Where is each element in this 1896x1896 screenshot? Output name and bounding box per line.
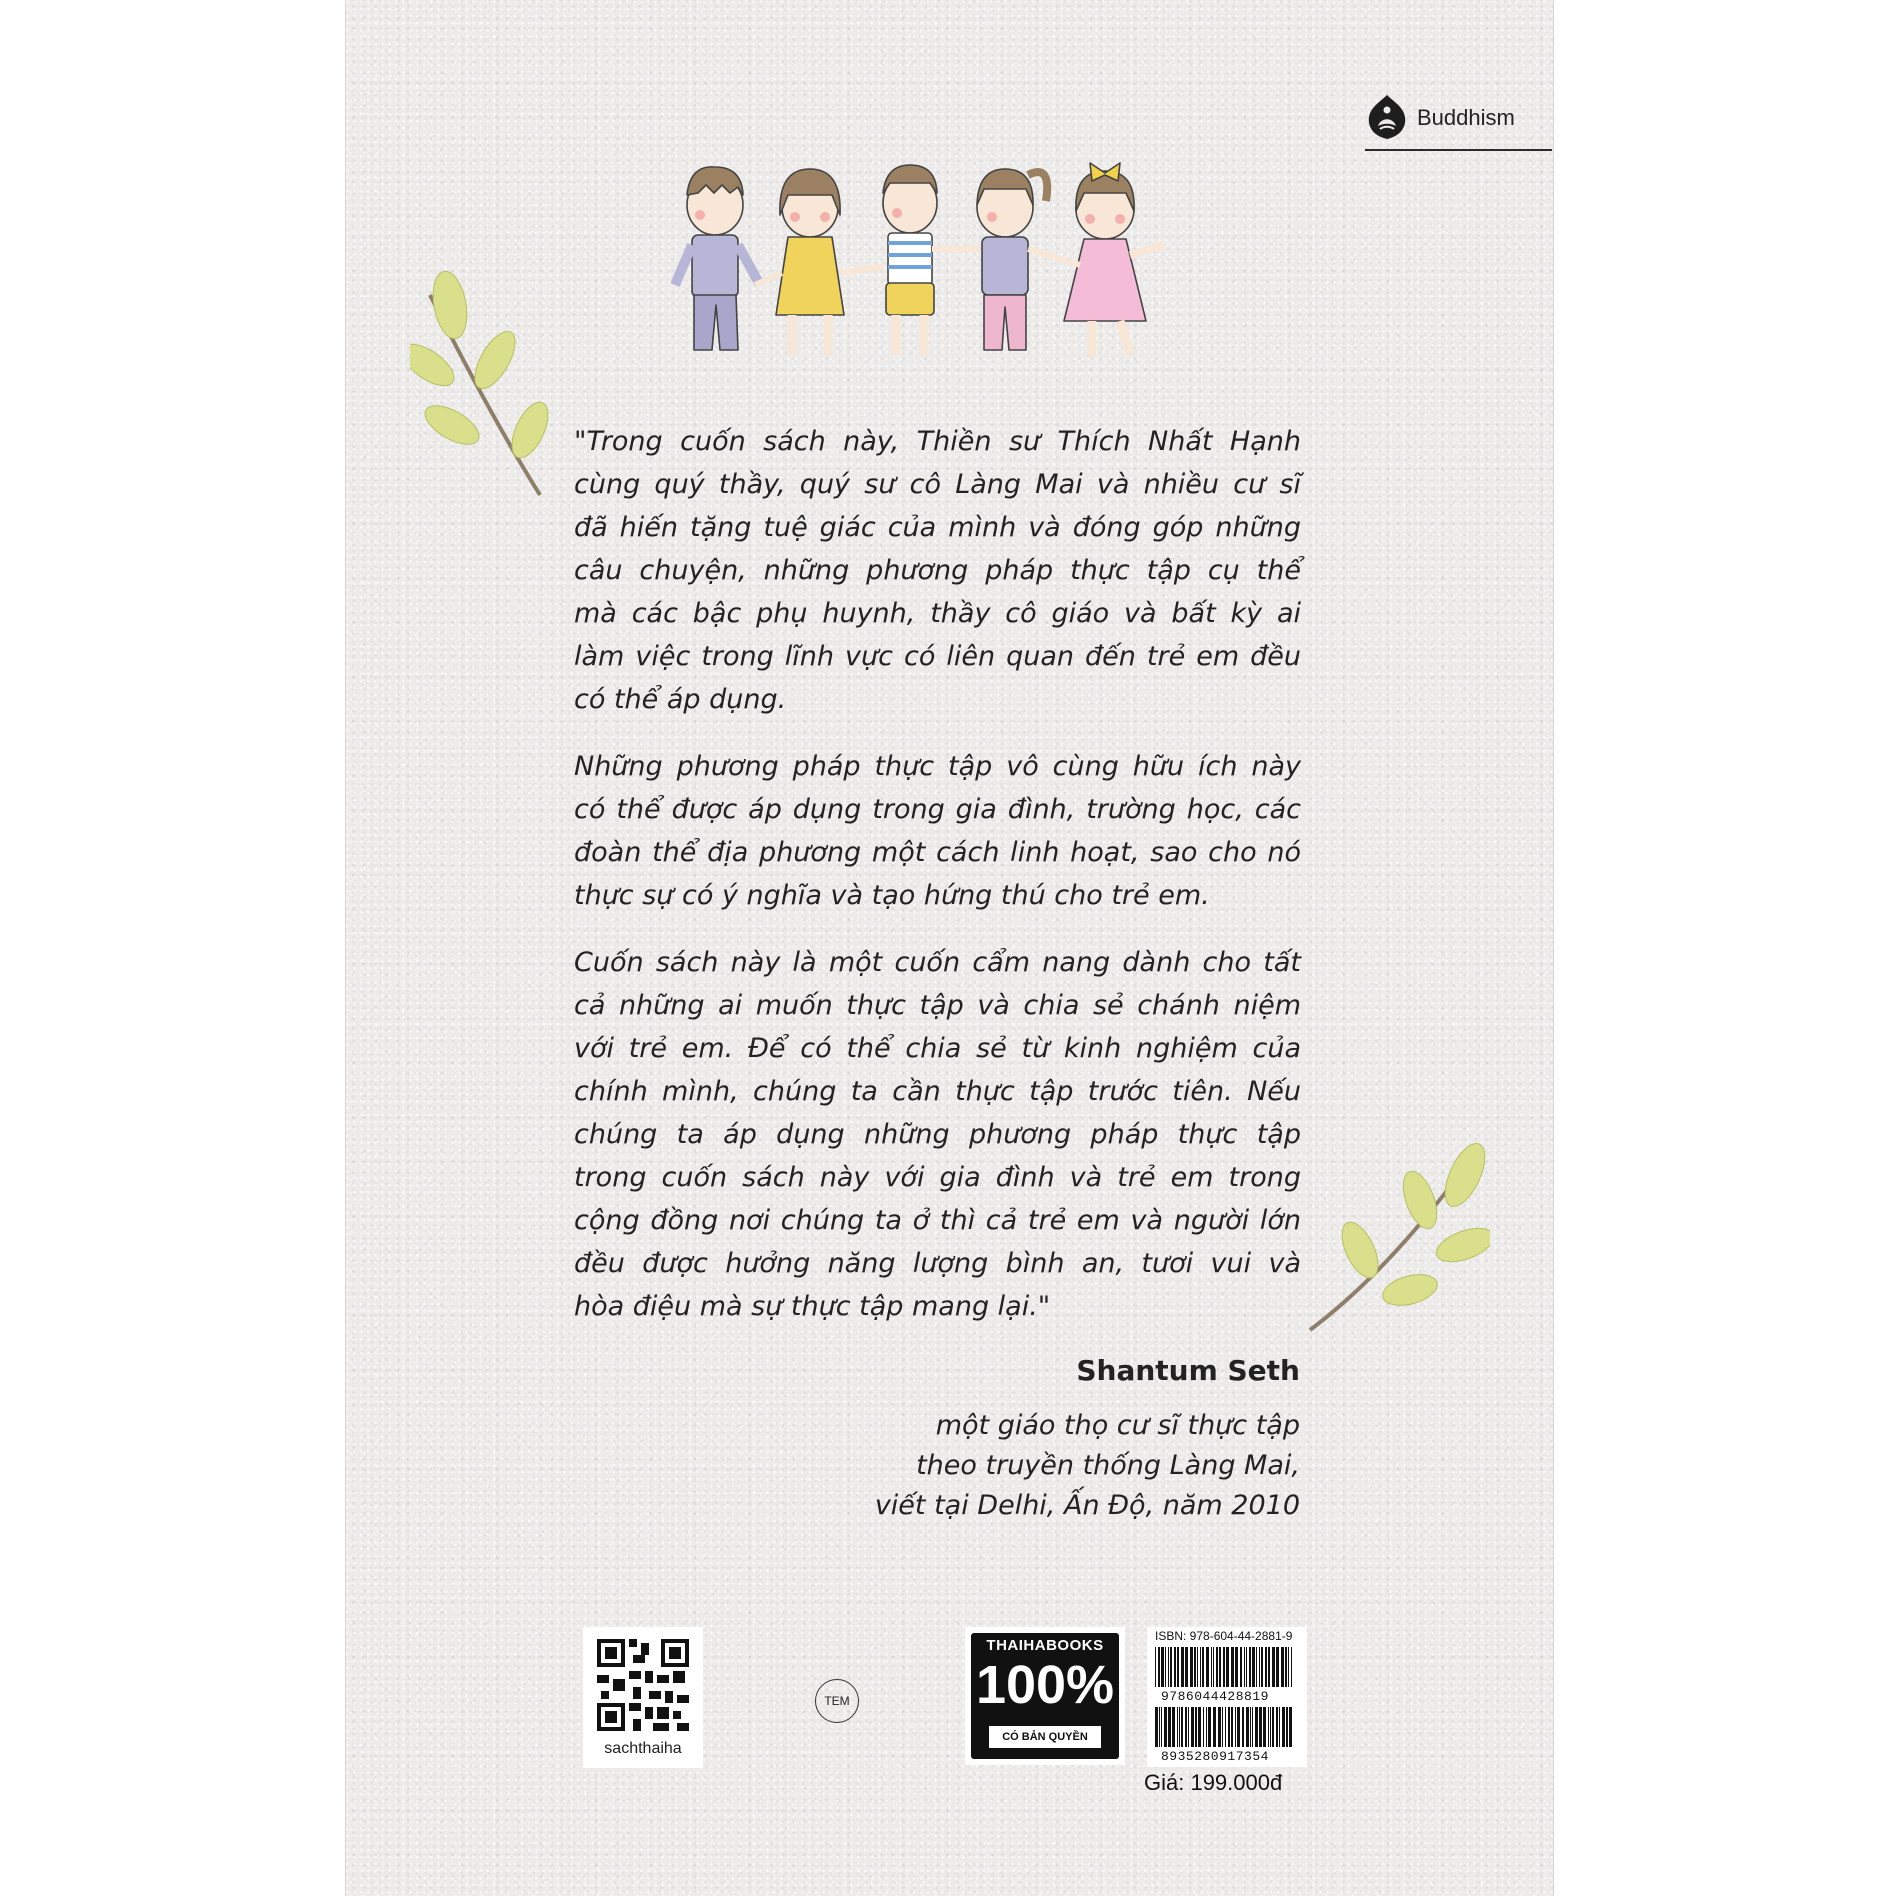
qr-code-block [583,1627,703,1768]
barcode-bar [1249,1647,1251,1687]
author-desc-line: một giáo thọ cư sĩ thực tập [935,1410,1300,1441]
leaf-branch-illustration [410,265,560,505]
text-line: thực sự có ý nghĩa và tạo hứng thú cho trẻ em. [574,880,1210,911]
price-label: Giá: 199.000đ [1144,1770,1283,1795]
barcode-bar [1285,1647,1287,1687]
barcode-bar [1256,1647,1257,1687]
barcode-bar [1231,1707,1233,1747]
barcode-bar [1265,1647,1267,1687]
barcode-bar [1195,1707,1197,1747]
barcode-bar [1181,1707,1183,1747]
text-line: mà các bậc phụ huynh, thầy cô giáo và bất kỳ ai [574,598,1301,629]
barcode-bar [1222,1707,1223,1747]
barcode-bar [1200,1647,1201,1687]
product-barcode-number: 8935280917354 [1161,1749,1269,1764]
text-line: "Trong cuốn sách này, Thiền sư Thích Nhất Hạnh [574,426,1301,457]
barcode-bar [1188,1707,1189,1747]
barcode-bar [1288,1647,1289,1687]
barcode-bar [1279,1707,1280,1747]
barcode-bar [1161,1647,1164,1687]
barcode-bar [1203,1707,1204,1747]
barcode-bar [1185,1647,1188,1687]
text-line: đều được hưởng năng lượng bình an, tươi vui và [574,1248,1301,1279]
text-line: có thể được áp dụng trong gia đình, trường học, các [574,794,1301,825]
barcode-bar [1208,1707,1211,1747]
text-line: Những phương pháp thực tập vô cùng hữu ích này [574,751,1301,782]
isbn-barcode-icon [1155,1647,1299,1687]
quote-paragraph-1 [574,420,1301,721]
barcode-bar [1206,1707,1207,1747]
text-line: trong cuốn sách này với gia đình và trẻ em trong [574,1162,1301,1193]
barcode-bar [1219,1647,1221,1687]
text-line: Cuốn sách này là một cuốn cẩm nang dành cho tất [574,947,1301,978]
barcode-bar [1213,1647,1214,1687]
barcode-bar [1250,1707,1251,1747]
barcode-bar [1191,1707,1194,1747]
stamp-placeholder: TEM [815,1679,859,1723]
barcode-block [1147,1627,1307,1767]
product-barcode-icon [1155,1707,1299,1747]
barcode-bar [1181,1647,1184,1687]
barcode-bar [1168,1707,1171,1747]
barcode-bar [1240,1647,1242,1687]
isbn-text: ISBN: 978-604-44-2881-9 [1155,1629,1293,1643]
barcode-bar [1263,1707,1266,1747]
barcode-bar [1235,1647,1238,1687]
barcode-bar [1226,1647,1229,1687]
barcode-bar [1158,1647,1160,1687]
barcode-bar [1216,1647,1218,1687]
author-description [875,1406,1300,1526]
barcode-bar [1202,1647,1204,1687]
barcode-bar [1282,1707,1285,1747]
barcode-bar [1242,1707,1244,1747]
barcode-bar [1276,1647,1279,1687]
text-line: cùng quý thầy, quý sư cô Làng Mai và nhiều cư sĩ [574,469,1301,500]
qr-caption: sachthaiha [604,1740,682,1757]
barcode-bar [1291,1647,1292,1687]
barcode-bar [1165,1647,1166,1687]
author-desc-line: viết tại Delhi, Ấn Độ, năm 2010 [874,1490,1300,1521]
barcode-bar [1194,1647,1196,1687]
barcode-bar [1172,1707,1175,1747]
barcode-bar [1190,1647,1193,1687]
barcode-bar [1164,1707,1167,1747]
author-name: Shantum Seth [1076,1354,1300,1387]
barcode-bar [1246,1707,1249,1747]
series-label: Buddhism [1417,105,1515,130]
text-line: đoàn thể địa phương một cách linh hoạt, sao cho nó [574,837,1301,868]
barcode-bar [1286,1707,1288,1747]
barcode-bar [1281,1647,1284,1687]
qr-code-icon [597,1639,689,1731]
barcode-bar [1244,1647,1245,1687]
barcode-bar [1237,1707,1240,1747]
barcode-bar [1168,1647,1169,1687]
barcode-bar [1225,1707,1226,1747]
publisher-name: THAIHABOOKS [986,1637,1104,1654]
barcode-bar [1177,1647,1179,1687]
barcode-bar [1268,1707,1269,1747]
barcode-bar [1179,1707,1180,1747]
text-line: chúng ta áp dụng những phương pháp thực tập [574,1119,1301,1150]
barcode-bar [1231,1647,1234,1687]
barcode-bar [1252,1647,1255,1687]
children-holding-hands-illustration [660,145,1220,375]
text-line: làm việc trong lĩnh vực có liên quan đến trẻ em đều [574,641,1301,672]
barcode-bar [1259,1707,1262,1747]
publisher-series-mark [1365,93,1552,151]
barcode-bar [1272,1647,1275,1687]
barcode-bar [1270,1707,1271,1747]
barcode-bar [1161,1707,1162,1747]
text-line: với trẻ em. Để có thể chia sẻ từ kinh nghiệm của [574,1033,1301,1064]
quote-paragraph-2 [574,745,1301,917]
barcode-bar [1155,1647,1156,1687]
copyright-badge [965,1627,1125,1765]
text-line: đã hiến tặng tuệ giác của mình và đóng góp những [574,512,1301,543]
text-line: cộng đồng nơi chúng ta ở thì cả trẻ em và người lớn [574,1205,1301,1236]
text-line: hòa điệu mà sự thực tập mang lại." [574,1291,1051,1322]
barcode-bar [1276,1707,1278,1747]
barcode-bar [1198,1707,1201,1747]
barcode-bar [1206,1647,1209,1687]
barcode-bar [1268,1647,1270,1687]
barcode-bar [1177,1707,1178,1747]
barcode-bar [1197,1647,1198,1687]
text-line: cả những ai muốn thực tập và chia sẻ chánh niệm [574,990,1301,1021]
text-line: có thể áp dụng. [574,684,787,715]
barcode-bar [1223,1647,1225,1687]
barcode-bar [1235,1707,1236,1747]
copyright-text: CÓ BẢN QUYỀN [989,1726,1101,1748]
barcode-bar [1185,1707,1187,1747]
barcode-bar [1255,1707,1258,1747]
bodhi-leaf-meditation-icon [1365,93,1409,141]
text-line: chính mình, chúng ta cần thực tập trước tiên. Nếu [574,1076,1301,1107]
barcode-bar [1246,1647,1247,1687]
barcode-bar [1252,1707,1253,1747]
text-line: câu chuyện, những phương pháp thực tập cụ thể [574,555,1301,586]
barcode-bar [1174,1647,1176,1687]
barcode-bar [1213,1707,1216,1747]
quote-paragraph-3 [574,941,1301,1328]
barcode-bar [1159,1707,1160,1747]
copyright-percent: 100% [975,1655,1115,1715]
barcode-bar [1261,1647,1263,1687]
barcode-bar [1289,1707,1292,1747]
barcode-bar [1218,1707,1221,1747]
leaf-branch-illustration [1300,1140,1490,1340]
barcode-bar [1272,1707,1274,1747]
barcode-bar [1211,1647,1212,1687]
barcode-bar [1228,1707,1230,1747]
author-desc-line: theo truyền thống Làng Mai, [916,1450,1300,1481]
barcode-bar [1259,1647,1260,1687]
isbn-barcode-number: 9786044428819 [1161,1689,1269,1704]
barcode-bar [1155,1707,1158,1747]
barcode-bar [1170,1647,1172,1687]
